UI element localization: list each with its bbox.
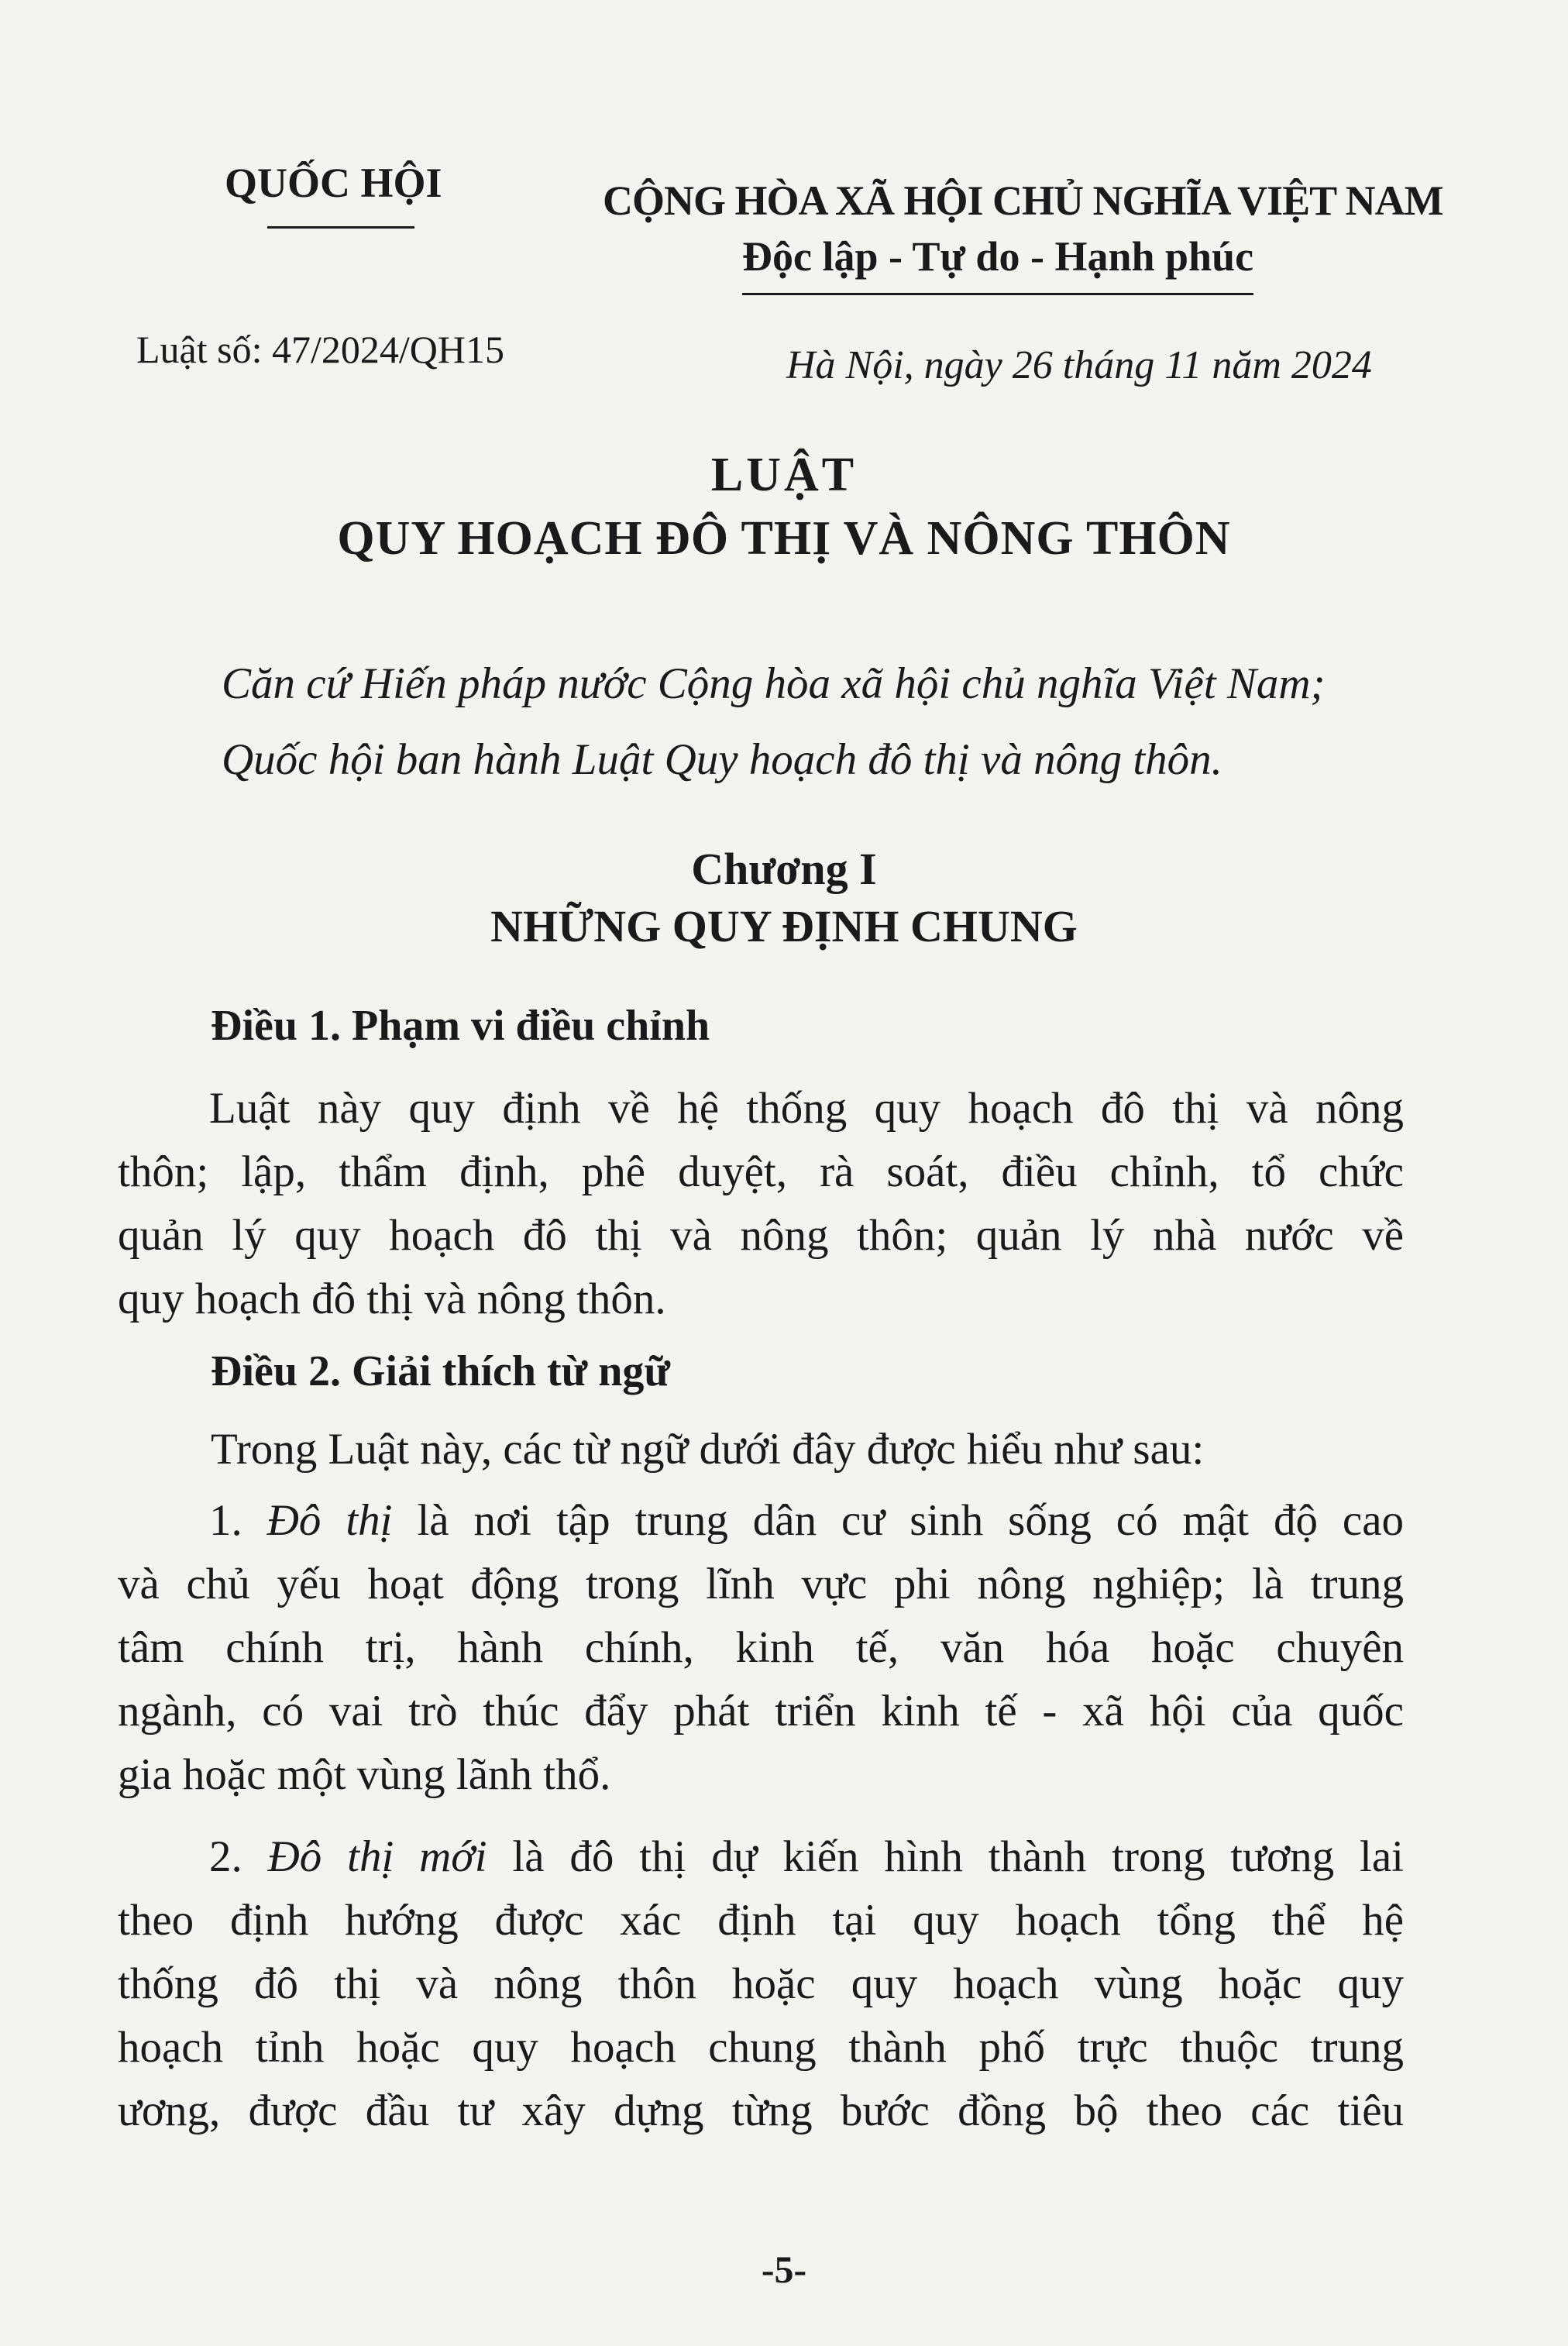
item-2-line: theo định hướng được xác định tại quy hoạch tổng thể hệ bbox=[118, 1896, 1404, 1945]
item-2-term: Đô thị mới bbox=[267, 1832, 487, 1881]
article-1-line: Luật này quy định về hệ thống quy hoạch đô thị và nông bbox=[209, 1084, 1404, 1133]
article-1-heading: Điều 1. Phạm vi điều chỉnh bbox=[211, 1002, 710, 1050]
document-type-title: LUẬT bbox=[710, 449, 858, 501]
item-2-first-line bbox=[118, 1825, 1404, 1889]
organization-underline bbox=[267, 226, 414, 229]
issuing-organization: QUỐC HỘI bbox=[225, 160, 442, 206]
item-2-number: 2. bbox=[209, 1832, 268, 1881]
preamble-line-1: Căn cứ Hiến pháp nước Cộng hòa xã hội chủ nghĩa Việt Nam; bbox=[222, 659, 1326, 708]
article-2-heading: Điều 2. Giải thích từ ngữ bbox=[211, 1347, 671, 1395]
item-1-line: ngành, có vai trò thúc đẩy phát triển kinh tế - xã hội của quốc bbox=[118, 1687, 1404, 1735]
article-2-item-2 bbox=[118, 1825, 1404, 2143]
national-motto: Độc lập - Tự do - Hạnh phúc bbox=[742, 233, 1254, 280]
article-1-line: quản lý quy hoạch đô thị và nông thôn; quản lý nhà nước về bbox=[118, 1211, 1404, 1260]
item-1-first-line bbox=[118, 1489, 1404, 1553]
item-1-number: 1. bbox=[209, 1496, 267, 1545]
motto-underline bbox=[742, 293, 1253, 295]
preamble-line-2: Quốc hội ban hành Luật Quy hoạch đô thị và nông thôn. bbox=[222, 735, 1222, 784]
item-1-line: gia hoặc một vùng lãnh thổ. bbox=[118, 1750, 611, 1799]
article-1-line: thôn; lập, thẩm định, phê duyệt, rà soát, điều chỉnh, tổ chức bbox=[118, 1147, 1404, 1196]
item-1-term: Đô thị bbox=[266, 1496, 393, 1545]
national-title: CỘNG HÒA XÃ HỘI CHỦ NGHĨA VIỆT NAM bbox=[603, 177, 1443, 224]
chapter-number: Chương I bbox=[691, 844, 877, 894]
article-1-line: quy hoạch đô thị và nông thôn. bbox=[118, 1274, 666, 1323]
item-2-line: thống đô thị và nông thôn hoặc quy hoạch vùng hoặc quy bbox=[118, 1959, 1404, 2008]
item-1-line: tâm chính trị, hành chính, kinh tế, văn hóa hoặc chuyên bbox=[118, 1623, 1404, 1672]
chapter-name: NHỮNG QUY ĐỊNH CHUNG bbox=[490, 901, 1078, 951]
item-1-first-rest: là nơi tập trung dân cư sinh sống có mật độ cao bbox=[392, 1496, 1405, 1545]
law-name-title: QUY HOẠCH ĐÔ THỊ VÀ NÔNG THÔN bbox=[337, 512, 1231, 565]
article-2-item-1 bbox=[118, 1489, 1404, 1807]
law-number: Luật số: 47/2024/QH15 bbox=[136, 328, 504, 371]
place-and-date: Hà Nội, ngày 26 tháng 11 năm 2024 bbox=[786, 343, 1372, 387]
item-2-first-rest: là đô thị dự kiến hình thành trong tương lai bbox=[487, 1832, 1404, 1881]
article-1-body bbox=[118, 1077, 1404, 1331]
item-2-line: hoạch tỉnh hoặc quy hoạch chung thành phố trực thuộc trung bbox=[118, 2023, 1404, 2072]
item-2-line: ương, được đầu tư xây dựng từng bước đồng bộ theo các tiêu bbox=[118, 2086, 1404, 2135]
page-number: -5- bbox=[761, 2248, 807, 2291]
item-1-line: và chủ yếu hoạt động trong lĩnh vực phi nông nghiệp; là trung bbox=[118, 1560, 1404, 1608]
article-2-intro: Trong Luật này, các từ ngữ dưới đây được hiểu như sau: bbox=[211, 1425, 1205, 1474]
